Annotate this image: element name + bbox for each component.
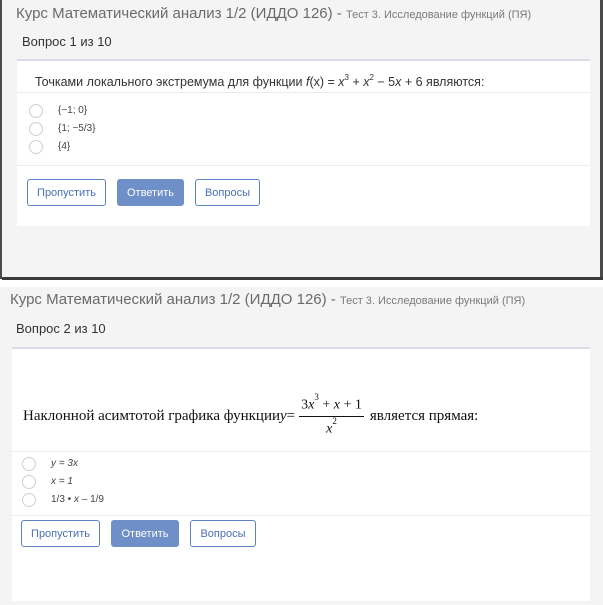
option-label: {−1; 0} bbox=[58, 105, 88, 116]
fraction-numerator: $3x^3 + x + 1$ bbox=[299, 395, 364, 417]
course-name: Курс Математический анализ 1/2 (ИДДО 126) bbox=[16, 5, 333, 22]
answer-option-2[interactable] bbox=[29, 120, 96, 137]
radio-button[interactable] bbox=[29, 122, 43, 136]
question-card bbox=[17, 59, 590, 226]
skip-button[interactable]: Пропустить bbox=[21, 520, 100, 547]
panel-divider bbox=[2, 277, 603, 280]
option-label: y = 3x bbox=[51, 458, 78, 469]
answer-option-3[interactable] bbox=[22, 491, 104, 508]
title-dash: - bbox=[326, 291, 340, 308]
questions-button[interactable]: Вопросы bbox=[190, 520, 256, 547]
question-panel-1 bbox=[0, 0, 603, 279]
answer-option-2[interactable] bbox=[22, 473, 73, 490]
card-separator bbox=[12, 515, 590, 516]
card-separator bbox=[17, 92, 590, 93]
option-label: {4} bbox=[58, 141, 71, 152]
card-top-rule bbox=[12, 347, 590, 349]
radio-button[interactable] bbox=[29, 104, 43, 118]
option-label: x = 1 bbox=[51, 476, 73, 487]
course-name: Курс Математический анализ 1/2 (ИДДО 126) bbox=[10, 291, 327, 308]
question-counter: Вопрос 2 из 10 bbox=[16, 321, 106, 336]
option-label: 1/3 • x – 1/9 bbox=[51, 494, 104, 505]
course-title bbox=[10, 291, 525, 308]
test-name: Тест 3. Исследование функций (ПЯ) bbox=[345, 9, 532, 21]
course-title bbox=[16, 5, 531, 22]
radio-button[interactable] bbox=[22, 457, 36, 471]
question-text: Наклонной асимтотой графика функции y = $\frac{3x^3 + x + 1}{x^2}$ является прямая: bbox=[23, 392, 479, 437]
answer-button[interactable]: Ответить bbox=[117, 179, 184, 206]
card-top-rule bbox=[17, 59, 590, 61]
question-card bbox=[12, 347, 590, 601]
fraction-denominator: $x^2$ bbox=[326, 415, 337, 437]
card-separator bbox=[12, 451, 590, 452]
radio-button[interactable] bbox=[22, 475, 36, 489]
answer-button[interactable]: Ответить bbox=[111, 520, 179, 547]
option-label: {1; −5/3} bbox=[58, 123, 96, 134]
radio-button[interactable] bbox=[22, 493, 36, 507]
test-name: Тест 3. Исследование функций (ПЯ) bbox=[339, 295, 526, 307]
answer-option-3[interactable] bbox=[29, 138, 70, 155]
answer-option-1[interactable] bbox=[29, 102, 87, 119]
title-dash: - bbox=[332, 5, 346, 22]
questions-button[interactable]: Вопросы bbox=[195, 179, 260, 206]
card-separator bbox=[17, 165, 590, 166]
question-counter: Вопрос 1 из 10 bbox=[22, 34, 112, 49]
fraction bbox=[299, 392, 364, 437]
radio-button[interactable] bbox=[29, 140, 43, 154]
question-panel-2 bbox=[0, 287, 603, 605]
answer-option-1[interactable] bbox=[22, 455, 78, 472]
question-text: Точками локального экстремума для функции $f(x) = x^3 + x^2 - 5x + 6$ являются: bbox=[35, 73, 485, 90]
skip-button[interactable]: Пропустить bbox=[27, 179, 106, 206]
